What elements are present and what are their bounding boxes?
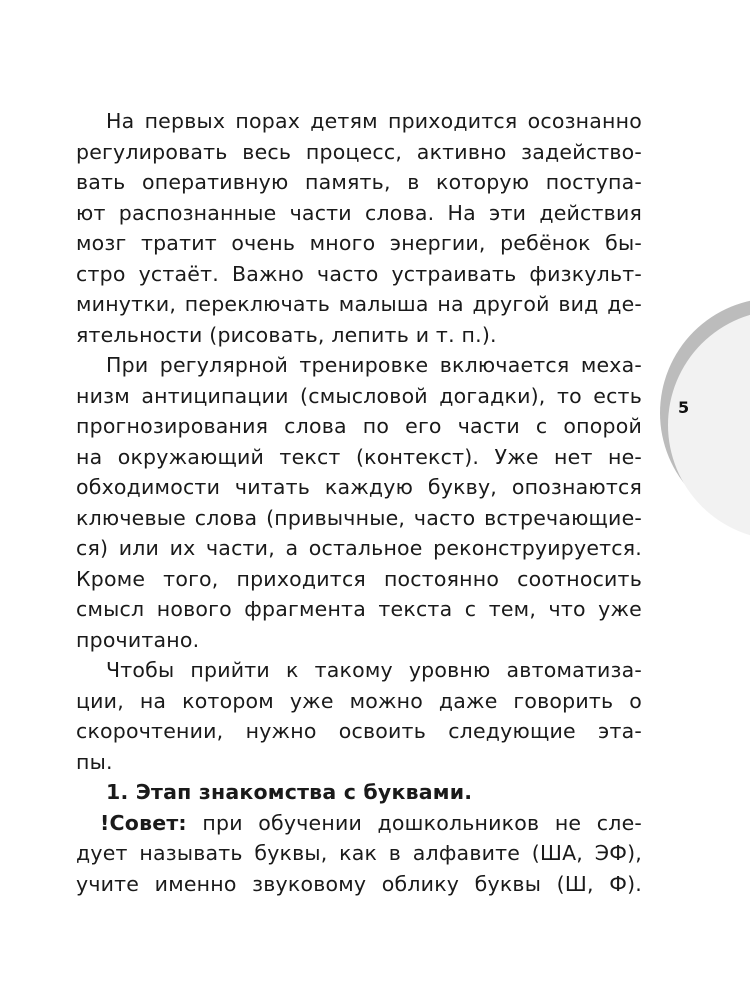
paragraph-line: регулировать весь процесс, активно задейство- [76, 139, 642, 164]
tip-text: при обучении дошкольников не сле- [186, 810, 642, 835]
tip-line: дует называть буквы, как в алфавите (ША, ЭФ), [76, 841, 642, 865]
paragraph-line: вать оперативную память, в которую поступа- [76, 170, 642, 194]
paragraph-line: прочитано. [76, 627, 200, 652]
paragraph-line: на окружающий текст (контекст). Уже нет не- [76, 444, 642, 469]
paragraph-line: скорочтении, нужно освоить следующие эта- [76, 719, 642, 743]
paragraph-line: мозг тратит очень много энергии, ребёнок бы- [76, 231, 642, 255]
section-heading: 1. Этап знакомства с буквами. [106, 780, 473, 804]
paragraph-line: обходимости читать каждую букву, опознаются [76, 475, 642, 499]
paragraph-line: ключевые слова (привычные, часто встречающие- [76, 505, 642, 530]
paragraph-line: смысл нового фрагмента текста с тем, что уже [76, 597, 642, 621]
paragraph-line: минутки, переключать малыша на другой вид де- [76, 292, 642, 316]
tip-label: !Совет: [100, 810, 187, 835]
page-number: 5 [678, 398, 690, 417]
page-tab [668, 310, 750, 540]
paragraph-line: низм антиципации (смысловой догадки), то есть [76, 383, 642, 408]
paragraph-line: При регулярной тренировке включается меха- [106, 353, 642, 377]
paragraph-line: стро устаёт. Важно часто устраивать физкульт- [76, 261, 642, 286]
paragraph-line: ся) или их части, а остальное реконструируется. [76, 536, 642, 560]
paragraph-line: Кроме того, приходится постоянно соотносить [76, 566, 642, 591]
tip-line: учите именно звуковому облику буквы (Ш, Ф). [76, 871, 642, 896]
paragraph-line: ятельности (рисовать, лепить и т. п.). [76, 322, 497, 347]
paragraph-line: На первых порах детям приходится осознанно [106, 109, 642, 133]
body-text [76, 106, 642, 899]
paragraph-line: прогнозирования слова по его части с опорой [76, 414, 642, 438]
tip-line [76, 808, 642, 839]
paragraph-line: ют распознанные части слова. На эти действия [76, 200, 642, 225]
paragraph-line: пы. [76, 749, 113, 774]
paragraph-line: Чтобы прийти к такому уровню автоматиза- [106, 658, 642, 682]
paragraph-line: ции, на котором уже можно даже говорить о [76, 688, 642, 713]
